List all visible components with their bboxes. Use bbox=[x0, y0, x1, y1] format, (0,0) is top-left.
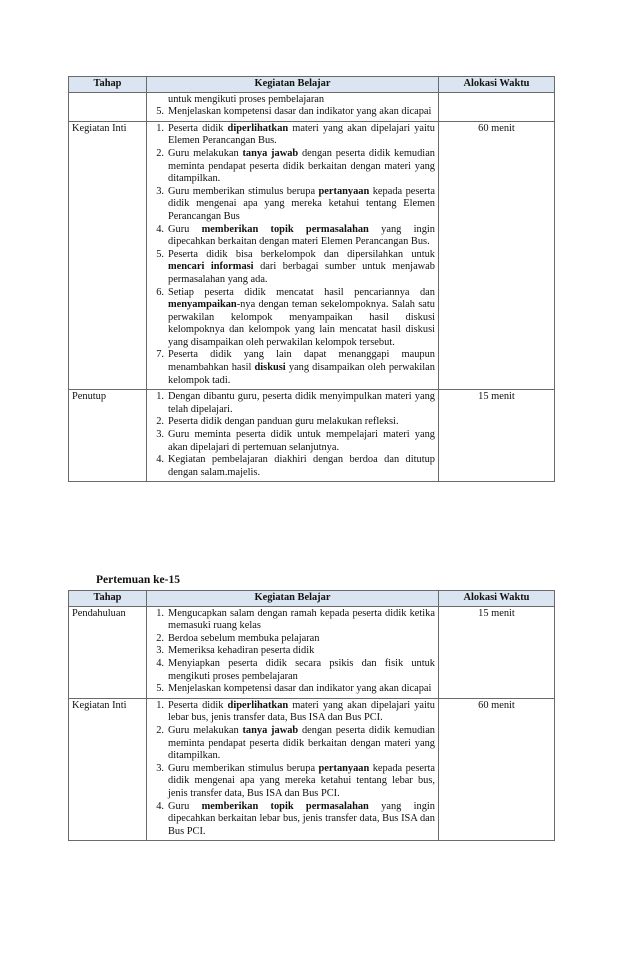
bold-text: pertanyaan bbox=[318, 762, 370, 774]
bold-text: memberikan topik permasalahan bbox=[201, 800, 369, 812]
activity-list bbox=[150, 123, 435, 387]
item-text: Guru bbox=[168, 223, 202, 235]
item-text: dengan peserta didik kemudian meminta pendapat peserta didik berkaitan dengan materi yang ditampilkan. bbox=[168, 147, 436, 185]
item-text: untuk mengikuti proses pembelajaran bbox=[168, 93, 325, 105]
table-row bbox=[69, 390, 555, 482]
alokasi-cell: 60 menit bbox=[439, 121, 555, 389]
alokasi-cell: 15 menit bbox=[439, 606, 555, 698]
bold-text: diperlihatkan bbox=[227, 699, 289, 711]
item-text: Guru melakukan bbox=[168, 724, 243, 736]
item-text: Menyiapkan peserta didik secara psikis dan fisik untuk mengikuti proses pembelajaran bbox=[168, 657, 435, 682]
bold-text: diskusi bbox=[254, 362, 286, 374]
item-number: 2. bbox=[156, 632, 164, 644]
item-number: 6. bbox=[156, 286, 164, 298]
item-number: 1. bbox=[156, 607, 164, 619]
bold-text: menyampaikan bbox=[168, 299, 237, 311]
item-number: 2. bbox=[156, 147, 164, 159]
list-item bbox=[150, 645, 435, 658]
item-number: 1. bbox=[156, 699, 164, 711]
list-item bbox=[150, 349, 435, 387]
item-number: 1. bbox=[156, 122, 164, 134]
item-text: materi yang akan dipelajari yaitu Elemen Perancangan Bus. bbox=[168, 122, 435, 147]
lesson-table-2 bbox=[68, 590, 555, 841]
table-row bbox=[69, 606, 555, 698]
list-item bbox=[150, 106, 435, 119]
item-text: Guru meminta peserta didik untuk mempelajari materi yang akan dipelajari di pertemuan selanjutnya. bbox=[168, 429, 435, 453]
tahap-cell: Penutup bbox=[69, 390, 147, 482]
item-number: 3. bbox=[156, 429, 164, 441]
tahap-cell: Kegiatan Inti bbox=[69, 121, 147, 389]
item-text: Peserta didik dengan panduan guru melakukan refleksi. bbox=[168, 416, 399, 428]
header-tahap: Tahap bbox=[69, 77, 147, 93]
item-number: 5. bbox=[156, 106, 164, 118]
item-text: Guru melakukan bbox=[168, 147, 243, 159]
table-header-row bbox=[69, 77, 555, 93]
item-text: Peserta didik bbox=[168, 699, 228, 711]
item-number: 5. bbox=[156, 248, 164, 260]
item-number: 7. bbox=[156, 349, 164, 361]
list-item bbox=[150, 429, 435, 454]
item-text: yang ingin dipecahkan berkaitan dengan materi Elemen Perancangan Bus. bbox=[168, 223, 435, 248]
list-item bbox=[150, 763, 435, 801]
activity-list bbox=[150, 608, 435, 696]
list-item bbox=[150, 608, 435, 633]
list-item bbox=[150, 683, 435, 696]
table-row bbox=[69, 698, 555, 841]
header-alokasi: Alokasi Waktu bbox=[439, 77, 555, 93]
alokasi-cell: 15 menit bbox=[439, 390, 555, 482]
bold-text: pertanyaan bbox=[318, 185, 370, 197]
list-item bbox=[150, 416, 435, 429]
activity-list bbox=[150, 391, 435, 479]
kegiatan-cell bbox=[147, 121, 439, 389]
item-number: 2. bbox=[156, 724, 164, 736]
table-row bbox=[69, 92, 555, 121]
item-text: dengan peserta didik kemudian meminta pendapat peserta didik berkaitan dengan materi yang ditampilkan. bbox=[168, 724, 436, 762]
list-item bbox=[150, 186, 435, 224]
list-item bbox=[150, 725, 435, 763]
item-number: 3. bbox=[156, 185, 164, 197]
list-item bbox=[150, 700, 435, 725]
item-text: Kegiatan pembelajaran diakhiri dengan berdoa dan ditutup dengan salam.majelis. bbox=[168, 454, 435, 478]
list-item bbox=[150, 94, 435, 107]
list-item bbox=[150, 658, 435, 683]
list-item bbox=[150, 391, 435, 416]
kegiatan-cell bbox=[147, 698, 439, 841]
header-kegiatan: Kegiatan Belajar bbox=[147, 591, 439, 607]
item-number: 4. bbox=[156, 800, 164, 812]
alokasi-cell: 60 menit bbox=[439, 698, 555, 841]
activity-list bbox=[150, 94, 435, 119]
lesson-table-1 bbox=[68, 76, 555, 482]
item-text: Guru bbox=[168, 800, 202, 812]
item-number: 2. bbox=[156, 416, 164, 428]
bold-text: mencari informasi bbox=[168, 261, 254, 273]
item-text: Menjelaskan kompetensi dasar dan indikator yang akan dicapai bbox=[168, 106, 432, 118]
item-number: 3. bbox=[156, 645, 164, 657]
item-text: yang disampaikan oleh perwakilan kelompok tadi. bbox=[168, 362, 435, 386]
item-text: Dengan dibantu guru, peserta didik menyimpulkan materi yang telah dipelajari. bbox=[168, 391, 435, 415]
list-item bbox=[150, 633, 435, 646]
bold-text: tanya jawab bbox=[242, 147, 299, 159]
item-text: Memeriksa kehadiran peserta didik bbox=[168, 645, 315, 657]
item-text: yang ingin dipecahkan berkaitan lebar bus, jenis transfer data, Bus ISA dan Bus PCI. bbox=[168, 800, 435, 837]
alokasi-cell bbox=[439, 92, 555, 121]
item-text: Guru memberikan stimulus berupa bbox=[168, 762, 319, 774]
kegiatan-cell bbox=[147, 606, 439, 698]
list-item bbox=[150, 123, 435, 148]
item-number: 1. bbox=[156, 391, 164, 403]
list-item bbox=[150, 454, 435, 479]
tahap-cell: Kegiatan Inti bbox=[69, 698, 147, 841]
item-text: Menjelaskan kompetensi dasar dan indikator yang akan dicapai bbox=[168, 683, 432, 695]
item-number: 3. bbox=[156, 762, 164, 774]
list-item bbox=[150, 148, 435, 186]
item-text: -nya dengan teman sekelompoknya. Salah satu perwakilan kelompok menyampaikan hasil diskusi kelompoknya dan kelompok yang lain mencatat hasil diskusi yang disampaikan oleh perwakilan kelompok tersebut. bbox=[168, 299, 435, 348]
table-row bbox=[69, 121, 555, 389]
item-text: Mengucapkan salam dengan ramah kepada peserta didik ketika memasuki ruang kelas bbox=[168, 607, 435, 632]
activity-list bbox=[150, 700, 435, 839]
list-item bbox=[150, 224, 435, 249]
bold-text: memberikan topik permasalahan bbox=[201, 223, 369, 235]
item-text: Berdoa sebelum membuka pelajaran bbox=[168, 632, 320, 644]
item-number: 4. bbox=[156, 657, 164, 669]
header-tahap: Tahap bbox=[69, 591, 147, 607]
header-kegiatan: Kegiatan Belajar bbox=[147, 77, 439, 93]
table-header-row bbox=[69, 591, 555, 607]
kegiatan-cell bbox=[147, 92, 439, 121]
item-text: Peserta didik yang lain dapat menanggapi maupun menambahkan hasil bbox=[168, 349, 435, 374]
kegiatan-cell bbox=[147, 390, 439, 482]
bold-text: tanya jawab bbox=[242, 724, 299, 736]
item-text: Guru memberikan stimulus berupa bbox=[168, 185, 319, 197]
list-item bbox=[150, 801, 435, 839]
item-text: Peserta didik bbox=[168, 122, 228, 134]
item-text: kepada peserta didik mengenai apa yang mereka ketahui tentang lebar bus, jenis transfer data, Bus ISA dan Bus PCI. bbox=[168, 762, 435, 799]
item-text: kepada peserta didik mengenai apa yang mereka ketahui tentang Elemen Perancangan Bus bbox=[168, 185, 435, 222]
list-item bbox=[150, 287, 435, 350]
bold-text: diperlihatkan bbox=[227, 122, 289, 134]
item-text: materi yang akan dipelajari yaitu lebar bus, jenis transfer data, Bus ISA dan Bus PCI. bbox=[168, 699, 435, 724]
item-number: 4. bbox=[156, 454, 164, 466]
tahap-cell: Pendahuluan bbox=[69, 606, 147, 698]
pertemuan-heading: Pertemuan ke-15 bbox=[96, 574, 180, 586]
item-number: 4. bbox=[156, 223, 164, 235]
tahap-cell bbox=[69, 92, 147, 121]
item-text: dari berbagai sumber untuk menjawab permasalahan yang ada. bbox=[168, 261, 435, 285]
list-item bbox=[150, 249, 435, 287]
item-text: Peserta didik bisa berkelompok dan dipersilahkan untuk bbox=[168, 248, 435, 260]
item-text: Setiap peserta didik mencatat hasil pencariannya dan bbox=[168, 286, 435, 298]
header-alokasi: Alokasi Waktu bbox=[439, 591, 555, 607]
item-number: 5. bbox=[156, 683, 164, 695]
